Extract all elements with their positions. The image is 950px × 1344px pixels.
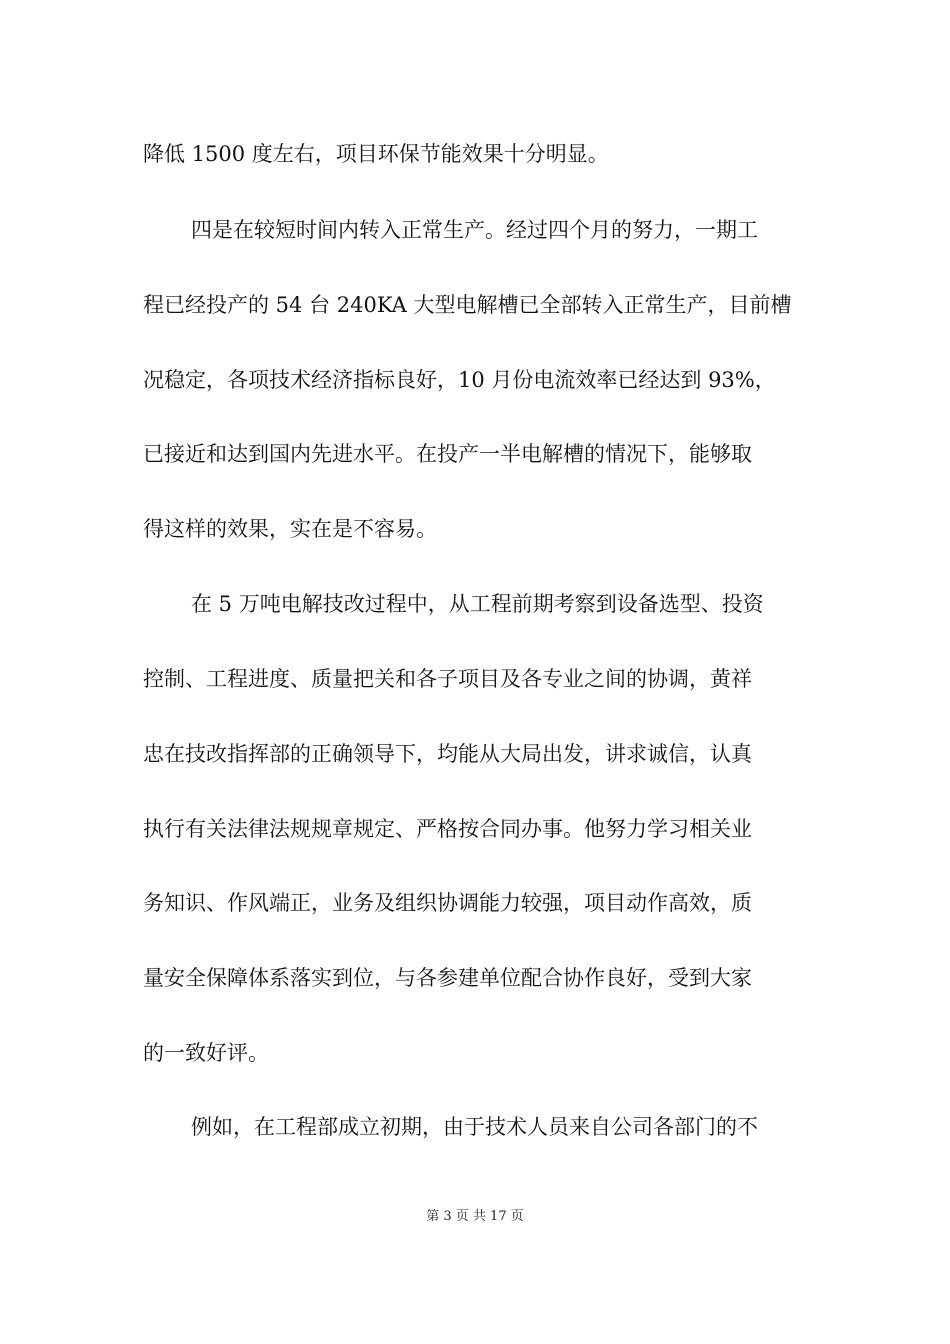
text-line-12: 量安全保障体系落实到位，与各参建单位配合协作良好，受到大家	[143, 966, 752, 990]
text-line-4: 况稳定，各项技术经济指标良好，10 月份电流效率已经达到 93%，	[143, 368, 776, 392]
text-line-2: 四是在较短时间内转入正常生产。经过四个月的努力，一期工	[191, 218, 758, 242]
text-line-14: 例如，在工程部成立初期，由于技术人员来自公司各部门的不	[191, 1115, 758, 1139]
text-line-9: 忠在技改指挥部的正确领导下，均能从大局出发，讲求诚信，认真	[143, 742, 752, 766]
text-line-13: 的一致好评。	[143, 1041, 269, 1065]
text-line-10: 执行有关法律法规规章规定、严格按合同办事。他努力学习相关业	[143, 817, 752, 841]
text-line-5: 已接近和达到国内先进水平。在投产一半电解槽的情况下，能够取	[143, 442, 752, 466]
page-footer	[0, 1208, 950, 1226]
text-line-3: 程已经投产的 54 台 240KA 大型电解槽已全部转入正常生产，目前槽	[143, 293, 792, 317]
text-line-11: 务知识、作风端正，业务及组织协调能力较强，项目动作高效，质	[143, 891, 752, 915]
page-number-label: 第 3 页 共 17 页	[426, 1209, 524, 1224]
text-line-6: 得这样的效果，实在是不容易。	[143, 517, 437, 541]
text-line-1: 降低 1500 度左右，项目环保节能效果十分明显。	[143, 142, 609, 166]
text-line-7: 在 5 万吨电解技改过程中，从工程前期考察到设备选型、投资	[191, 592, 764, 616]
text-line-8: 控制、工程进度、质量把关和各子项目及各专业之间的协调，黄祥	[143, 667, 752, 691]
